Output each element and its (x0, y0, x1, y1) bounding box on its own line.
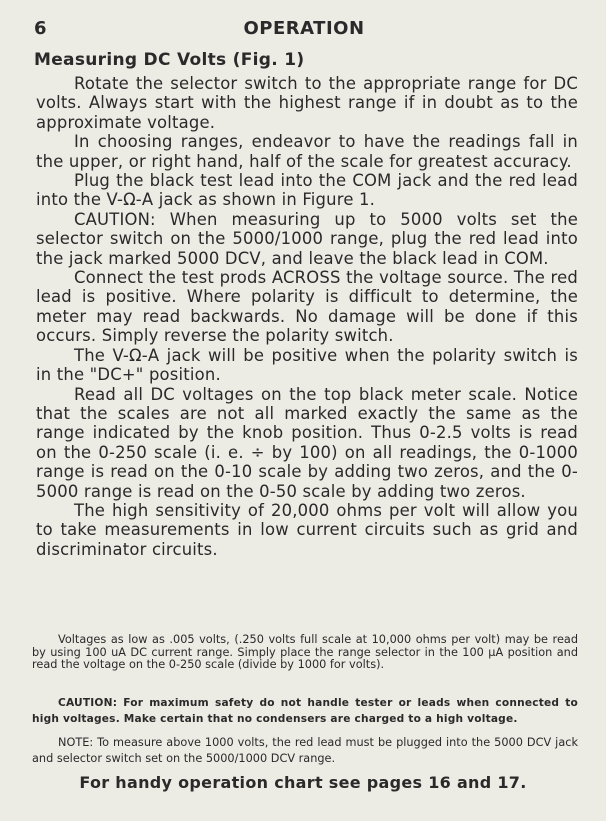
paragraph: The V-Ω-A jack will be positive when the polarity switch is in the "DC+" position. (36, 345, 578, 385)
paragraph: In choosing ranges, endeavor to have the readings fall in the upper, or right hand, half of the scale for greatest accuracy. (36, 132, 578, 171)
note (32, 735, 578, 766)
paragraph: Connect the test prods ACROSS the voltage source. The red lead is positive. Where polarity is difficult to determine, the meter may read backwards. No damage will be done if this occurs. Simply reverse the polarity switch. (36, 268, 578, 346)
paragraph: CAUTION: When measuring up to 5000 volts set the selector switch on the 5000/1000 range, plug the red lead into the jack marked 5000 DCV, and leave the black lead in COM. (36, 209, 578, 268)
safety-caution (32, 696, 578, 727)
page-number: 6 (34, 18, 47, 39)
small-note (32, 634, 578, 672)
paragraph: Plug the black test lead into the COM jack and the red lead into the V-Ω-A jack as shown in Figure 1. (36, 171, 578, 210)
paragraph: Read all DC voltages on the top black meter scale. Notice that the scales are not all marked exactly the same as the range indicated by the knob position. Thus 0-2.5 volts is read on the 0-250 scale (i. e. ÷ by 100) on all readings, the 0-1000 range is read on the 0-10 scale by adding two zeros, and the 0-5000 range is read on the 0-50 scale by adding two zeros. (36, 384, 578, 501)
paragraph: The high sensitivity of 20,000 ohms per volt will allow you to take measurements in low current circuits such as grid and discriminator circuits. (36, 500, 578, 559)
note-text: NOTE: To measure above 1000 volts, the red lead must be plugged into the 5000 DCV jack and selector switch set on the 5000/1000 DCV range. (32, 736, 578, 765)
page-header (34, 18, 574, 44)
running-head: OPERATION (243, 18, 365, 39)
body-text (36, 74, 578, 559)
chart-reference: For handy operation chart see pages 16 and 17. (79, 773, 527, 792)
section-title: Measuring DC Volts (Fig. 1) (34, 50, 305, 70)
small-note-text: Voltages as low as .005 volts, (.250 volts full scale at 10,000 ohms per volt) may be read by using 100 uA DC current range. Simply place the range selector in the 100 μA position and read the voltage on the 0-250 scale (divide by 1000 for volts). (32, 633, 578, 672)
safety-caution-text: CAUTION: For maximum safety do not handle tester or leads when connected to high voltages. Make certain that no condensers are charged to a high voltage. (32, 697, 578, 725)
paragraph: Rotate the selector switch to the appropriate range for DC volts. Always start with the highest range if in doubt as to the approximate voltage. (36, 74, 578, 132)
